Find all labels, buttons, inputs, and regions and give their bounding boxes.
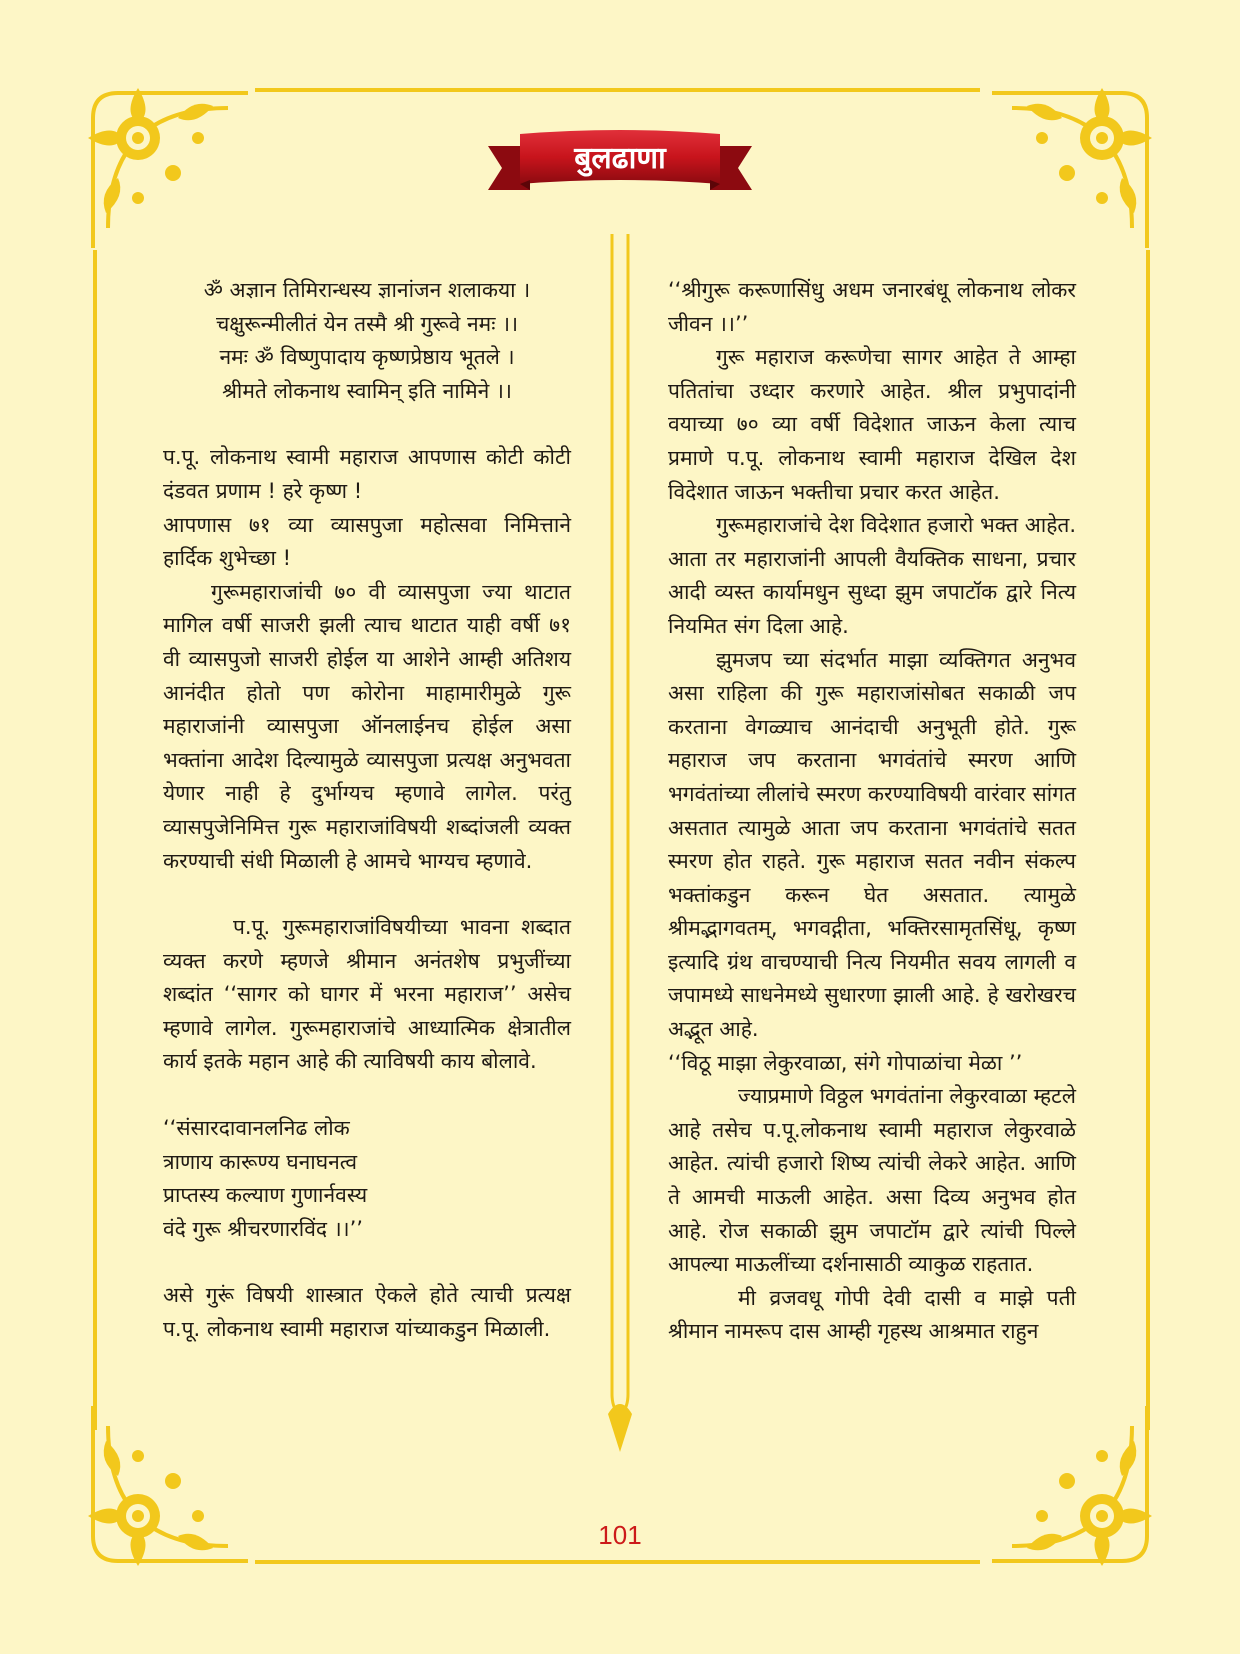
quote-line: वंदे गुरू श्रीचरणारविंद ।।’’ <box>163 1216 363 1241</box>
right-column <box>668 274 1076 1349</box>
verse-line: ॐ अज्ञान तिमिरान्धस्य ज्ञानांजन शलाकया । <box>203 278 531 302</box>
quote-line: प्राप्तस्य कल्याण गुणार्नवस्य <box>163 1183 368 1208</box>
frame-top-line <box>255 88 980 92</box>
paragraph: असे गुरूं विषयी शास्त्रात ऐकले होते त्याची प्रत्यक्ष प.पू. लोकनाथ स्वामी महाराज यांच्याकडुन मिळाली. <box>163 1283 571 1342</box>
verse-line: चक्षुरून्मीलीतं येन तस्मै श्री गुरूवे नमः ।। <box>215 311 519 336</box>
paragraph: गुरू महाराज करूणेचा सागर आहेत ते आम्हा पतितांचा उध्दार करणारे आहेत. श्रील प्रभुपादांनी वयाच्या ७० व्या वर्षी विदेशात जाऊन केला त्याच प्रमाणे प.पू. लोकनाथ स्वामी महाराज देखिल देश विदेशात जाऊन भक्तीचा प्रचार करत आहेत. <box>668 345 1076 504</box>
corner-ornament-top-right <box>982 78 1162 258</box>
corner-ornament-bottom-right <box>982 1396 1162 1576</box>
quote-paragraph: ‘‘श्रीगुरू करूणासिंधु अधम जनारबंधू लोकनाथ लोकर जीवन ।।’’ <box>668 278 1076 336</box>
quote-line: ‘‘संसारदावानलनिढ लोक <box>163 1116 350 1141</box>
paragraph: ज्याप्रमाणे विठ्ठल भगवंतांना लेकुरवाळा म्हटले आहे तसेच प.पू.लोकनाथ स्वामी महाराज लेकुरवाळे आहेत. त्यांची हजारो शिष्य त्यांची लेकरे आहेत. आणि ते आमची माऊली आहेत. असा दिव्य अनुभव होत आहे. रोज सकाळी झुम जपाटॉम द्वारे त्यांची पिल्ले आपल्या माऊलींच्या दर्शनासाठी व्याकुळ राहतात. <box>668 1084 1076 1277</box>
paragraph: प.पू. गुरूमहाराजांविषयीच्या भावना शब्दात व्यक्त करणे म्हणजे श्रीमान अनंतशेष प्रभुजींच्या शब्दांत ‘‘सागर को घागर में भरना महाराज’’ असेच म्हणावे लागेल. गुरूमहाराजांचे आध्यात्मिक क्षेत्रातील कार्य इतके महान आहे की त्याविषयी काय बोलावे. <box>163 915 571 1074</box>
verse-line: नमः ॐ विष्णुपादाय कृष्णप्रेष्ठाय भूतले । <box>219 345 515 370</box>
paragraph: गुरूमहाराजांची ७० वी व्यासपुजा ज्या थाटात मागिल वर्षी साजरी झली त्याच थाटात याही वर्षी ७१ वी व्यासपुजो साजरी होईल या आशेने आम्ही अतिशय आनंदीत होतो पण कोरोना माहामारीमुळे गुरू महाराजांनी व्यासपुजा ऑनलाईनच होईल असा भक्तांना आदेश दिल्यामुळे व्यासपुजा प्रत्यक्ष अनुभवता येणार नाही हे दुर्भाग्यच म्हणावे लागेल. परंतु व्यासपुजेनिमित्त गुरू महाराजांविषयी शब्दांजली व्यक्त करण्याची संधी मिळाली हे आमचे भाग्यच म्हणावे. <box>163 579 571 873</box>
paragraph: आपणास ७१ व्या व्यासपुजा महोत्सवा निमित्ताने हार्दिक शुभेच्छा ! <box>163 512 571 571</box>
frame-bottom-line <box>255 1560 980 1564</box>
page-title: बुलढाणा <box>574 141 666 176</box>
frame-right-line <box>1146 250 1150 1430</box>
quote-line: ‘‘विठू माझा लेकुरवाळा, संगे गोपाळांचा मेळा ’’ <box>668 1050 1023 1075</box>
verse-line: श्रीमते लोकनाथ स्वामिन् इति नामिने ।। <box>222 378 512 403</box>
quote-line: त्राणाय कारूण्य घनाघनत्व <box>163 1149 358 1174</box>
frame-left-line <box>93 250 97 1430</box>
paragraph: झुमजप च्या संदर्भात माझा व्यक्तिगत अनुभव असा राहिला की गुरू महाराजांसोबत सकाळी जप करताना वेगळ्याच आनंदाची अनुभूती होते. गुरू महाराज जप करताना भगवंतांचे स्मरण आणि भगवंतांच्या लीलांचे स्मरण करण्याविषयी वारंवार सांगत असतात त्यामुळे आता जप करताना भगवंतांचे सतत स्मरण होत राहते. गुरू महाराज सतत नवीन संकल्प भक्तांकडुन करून घेत असतात. त्यामुळे श्रीमद्भागवतम्, भगवद्गीता, भक्तिरसामृतसिंधू, कृष्ण इत्यादि ग्रंथ वाचण्याची नित्य नियमीत सवय लागली व जपामध्ये साधनेमध्ये सुधारणा झाली आहे. हे खरोखरच अद्भूत आहे. <box>668 647 1076 1042</box>
left-column <box>163 274 571 1347</box>
corner-ornament-bottom-left <box>78 1396 258 1576</box>
corner-ornament-top-left <box>78 78 258 258</box>
paragraph: गुरूमहाराजांचे देश विदेशात हजारो भक्त आहेत. आता तर महाराजांनी आपली वैयक्तिक साधना, प्रचार आदी व्यस्त कार्यामधुन सुध्दा झुम जपाटॉक द्वारे नित्य नियमित संग दिला आहे. <box>668 513 1076 638</box>
paragraph: मी व्रजवधू गोपी देवी दासी व माझे पती श्रीमान नामरूप दास आम्ही गृहस्थ आश्रमात राहुन <box>668 1285 1076 1344</box>
paragraph: प.पू. लोकनाथ स्वामी महाराज आपणास कोटी कोटी दंडवत प्रणाम ! हरे कृष्ण ! <box>163 445 571 503</box>
page-number: 101 <box>598 1520 642 1550</box>
column-divider <box>605 234 635 1454</box>
